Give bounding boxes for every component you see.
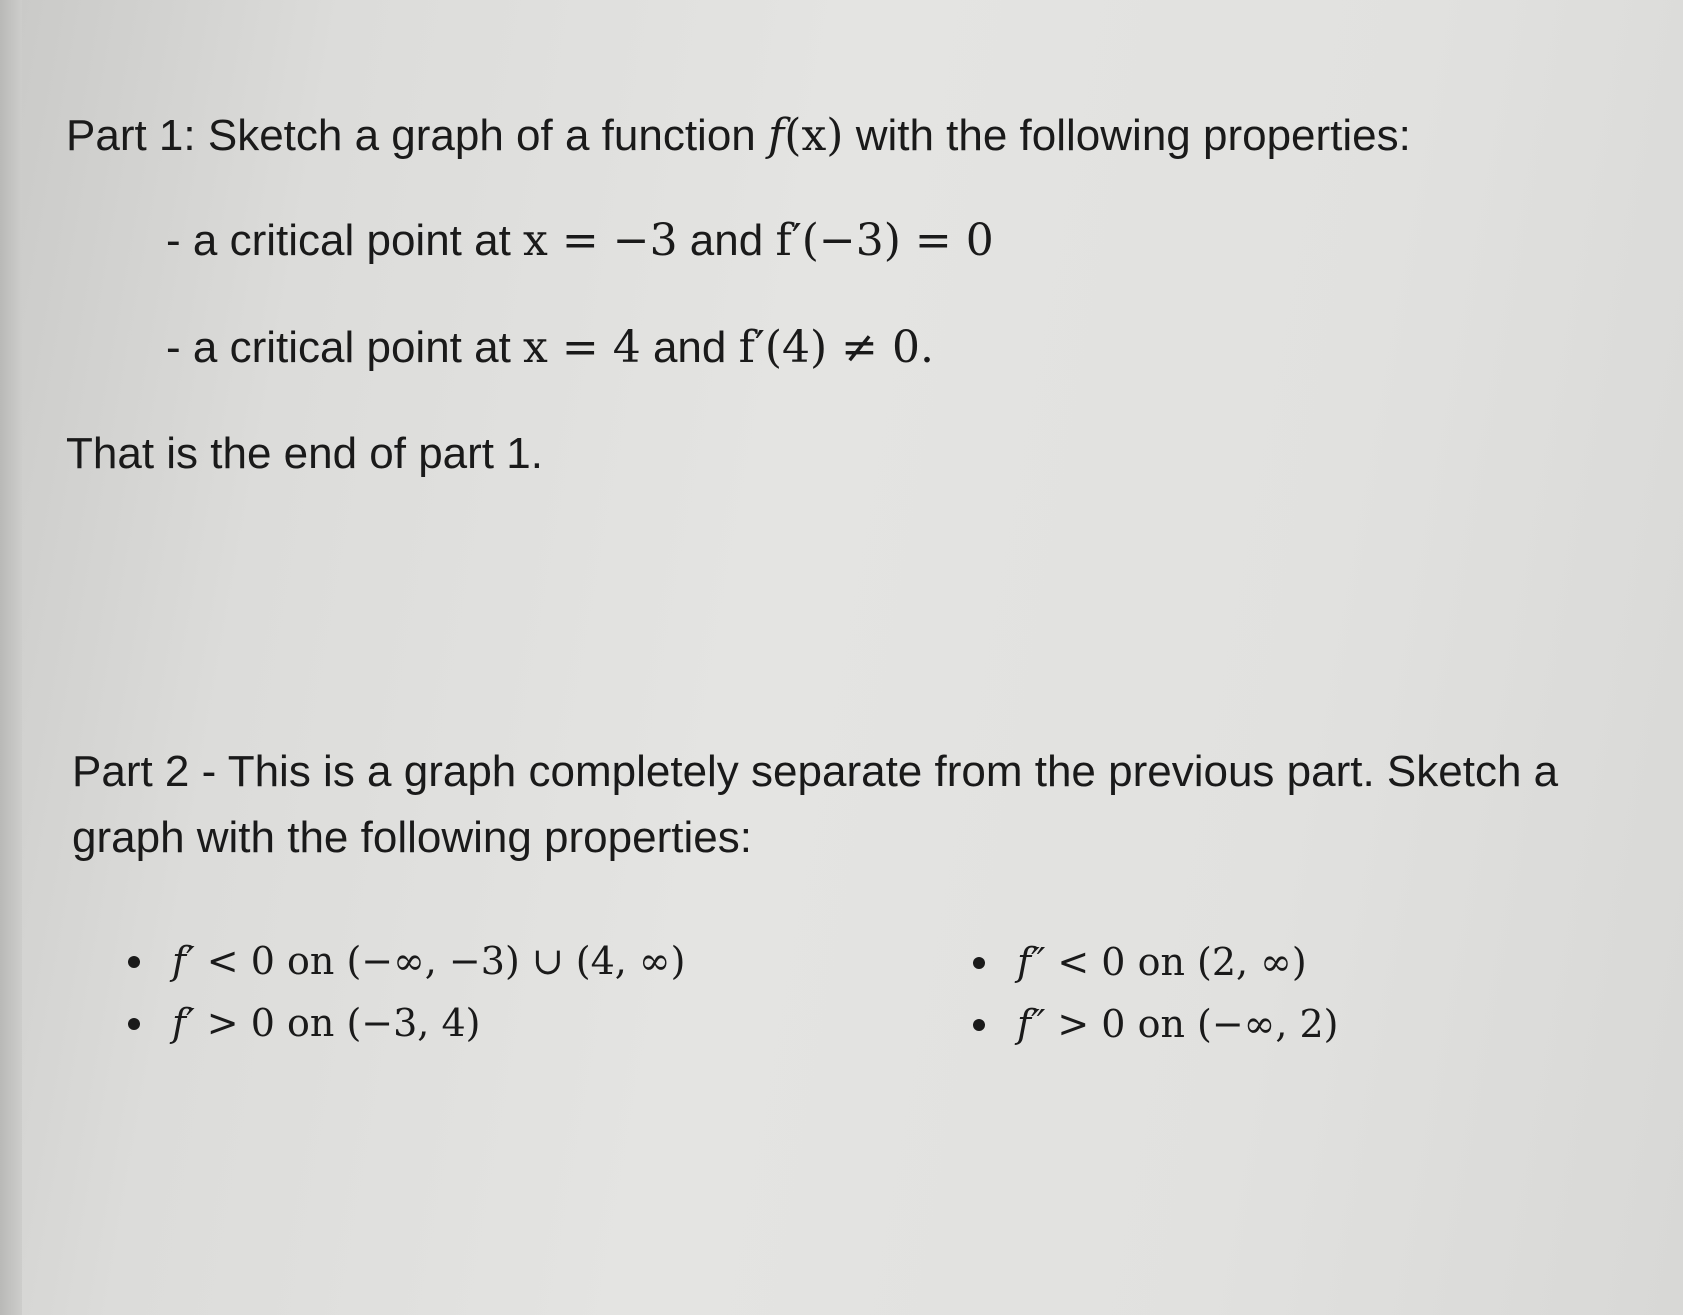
part2-heading-line2: graph with the following properties:	[72, 813, 752, 862]
part2-first-derivative-list	[172, 930, 685, 1054]
part2-heading-line1: Part 2 - This is a graph completely separate from the previous part. Sketch a	[72, 747, 1559, 796]
bullet-icon	[128, 1018, 140, 1030]
bullet-relation: > 0	[206, 1001, 275, 1045]
property-1-derivative: f′(−3) = 0	[775, 215, 994, 266]
bullet-on: on	[287, 1001, 335, 1045]
part1-heading-text: Part 1: Sketch a graph of a function	[66, 111, 756, 160]
bullet-on: on	[1137, 1002, 1185, 1046]
list-item	[1017, 931, 1339, 993]
bullet-relation: < 0	[206, 939, 275, 983]
bullet-icon	[973, 957, 985, 969]
bullet-relation: < 0	[1057, 940, 1126, 984]
bullet-interval: (2, ∞)	[1197, 940, 1307, 984]
bullet-function: f′	[172, 1001, 195, 1045]
list-item	[172, 930, 685, 992]
part1-heading-rest: with the following properties:	[855, 111, 1411, 160]
bullet-function: f′	[172, 939, 195, 983]
property-2-derivative: f′(4) ≠ 0.	[738, 322, 935, 373]
document-page	[22, 0, 1683, 1315]
property-2-joiner: and	[652, 323, 727, 372]
bullet-interval: (−∞, −3) ∪ (4, ∞)	[346, 939, 686, 983]
bullet-interval: (−3, 4)	[346, 1001, 481, 1045]
property-1-prefix: - a critical point at	[166, 216, 511, 265]
part1-heading	[66, 110, 1411, 163]
property-2-prefix: - a critical point at	[166, 323, 511, 372]
bullet-on: on	[287, 939, 335, 983]
page-edge-shadow	[0, 0, 22, 1315]
part1-heading-function: f	[768, 110, 785, 161]
bullet-function: f″	[1017, 940, 1046, 984]
part2-second-derivative-list	[1017, 931, 1339, 1055]
bullet-function: f″	[1017, 1002, 1046, 1046]
list-item	[1017, 993, 1339, 1055]
part1-end-note: That is the end of part 1.	[66, 429, 543, 478]
part1-heading-argument: (x)	[784, 110, 844, 161]
bullet-icon	[128, 956, 140, 968]
part1-property-1	[166, 215, 994, 268]
property-1-condition: x = −3	[523, 215, 678, 266]
bullet-interval: (−∞, 2)	[1197, 1002, 1339, 1046]
bullet-relation: > 0	[1057, 1002, 1126, 1046]
bullet-on: on	[1137, 940, 1185, 984]
bullet-icon	[973, 1019, 985, 1031]
property-1-joiner: and	[689, 216, 764, 265]
property-2-condition: x = 4	[523, 322, 641, 373]
part1-property-2	[166, 322, 934, 375]
list-item	[172, 992, 685, 1054]
